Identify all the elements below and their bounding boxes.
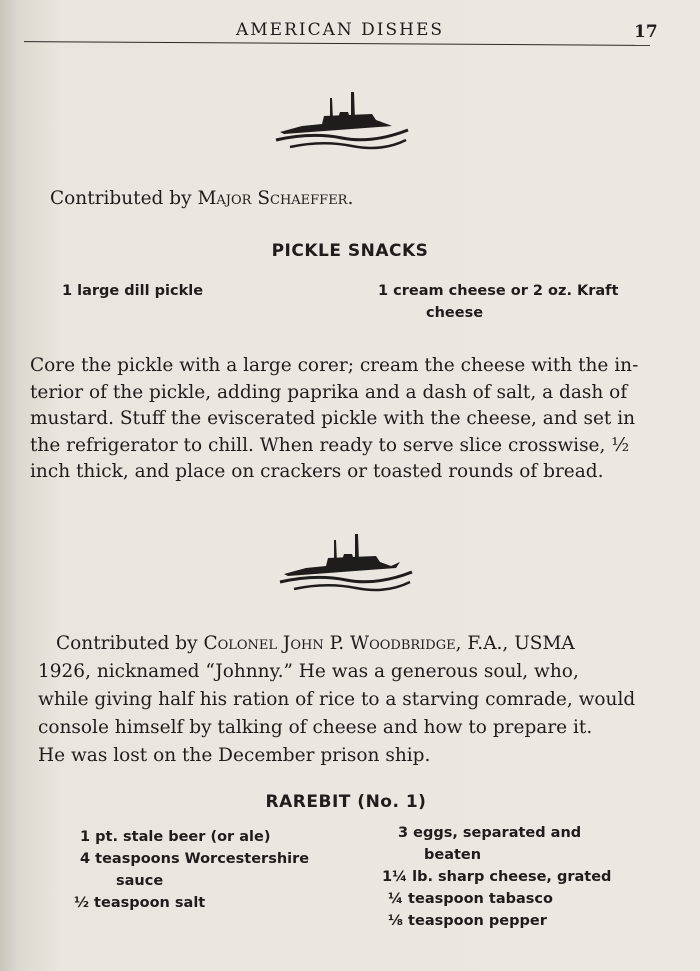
running-title: AMERICAN DISHES (236, 20, 445, 40)
ingredients-left-pickle: 1 large dill pickle (62, 283, 204, 299)
header-rule (24, 41, 650, 46)
pickle-method-paragraph: Core the pickle with a large corer; cream the cheese with the in- terior of the pickle, adding paprika and a dash of salt, a dash of mustard. Stuff the eviscerated pickle with the cheese, and set in the refrigerator to chill. When ready to serve slice crosswise, ½ inch thick, and place on crackers or toasted rounds of bread. (30, 355, 639, 482)
page-number: 17 (634, 22, 658, 42)
ingredients-right-rarebit: 3 eggs, separated and beaten 1¼ lb. sharp cheese, grated ¼ teaspoon tabasco ⅛ teaspoon pepper (382, 825, 612, 929)
ship-ornament-icon (272, 90, 412, 152)
contributor-paragraph-2: Contributed by Colonel John P. Woodbridge, F.A., USMA 1926, nicknamed “Johnny.” He was a generous soul, who, while giving half his ration of rice to a starving comrade, would console himself by talking of cheese and how to prepare it. He was lost on the December prison ship. (38, 633, 636, 766)
ingredients-right-pickle: 1 cream cheese or 2 oz. Kraft cheese (378, 283, 619, 321)
recipe-title-pickle-snacks: PICKLE SNACKS (271, 241, 429, 261)
ingredients-left-rarebit: 1 pt. stale beer (or ale) 4 teaspoons Worcestershire sauce ½ teaspoon salt (74, 829, 310, 911)
recipe-title-rarebit: RAREBIT (No. 1) (265, 792, 427, 812)
ship-ornament-icon (276, 532, 416, 594)
contributor-line-1: Contributed by Major Schaeffer. (50, 188, 354, 209)
